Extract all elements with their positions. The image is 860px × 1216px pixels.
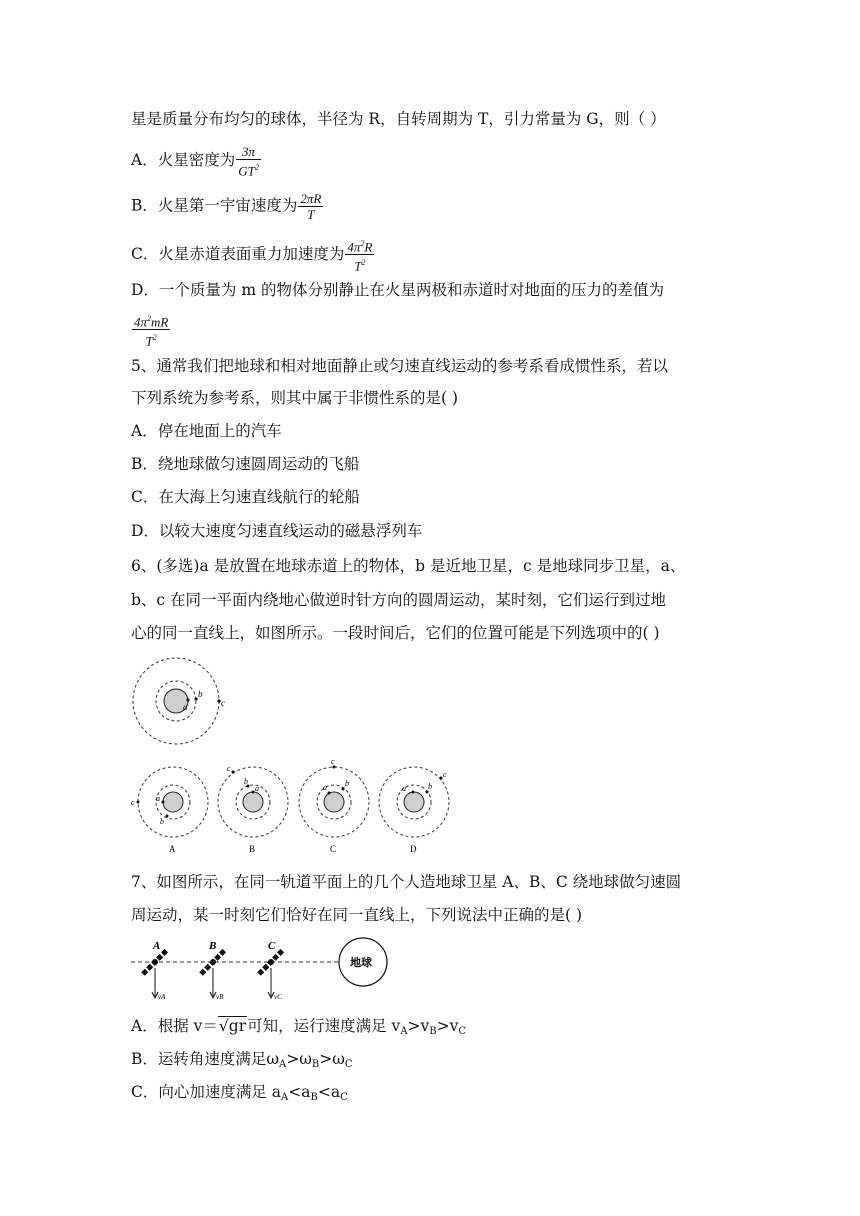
q7-stem-line2: 周运动，某一时刻它们恰好在同一直线上，下列说法中正确的是( ) [131,906,583,924]
q4-option-a-fraction [236,144,261,178]
option-label-a: A [169,844,176,854]
label-b: b [198,689,203,699]
fraction-numerator: 3π [236,144,261,160]
svg-text:vB: vB [216,993,224,1001]
satellite-c-icon [259,940,283,1001]
q5-stem-line2: 下列系统为参考系，则其中属于非惯性系的是( ) [131,389,459,407]
label-c: c [221,698,225,708]
q4-option-c-text: C．火星赤道表面重力加速度为 [131,244,345,263]
label-a: a [183,702,188,712]
earth-label: 地球 [350,957,372,969]
q4-option-c [131,236,375,274]
svg-text:A: A [153,940,161,952]
svg-text:B: B [209,940,217,952]
q6-main-figure [131,655,231,747]
svg-text:b: b [428,782,432,791]
svg-text:a: a [156,794,160,803]
q6-option-figures [131,758,471,854]
q6-figure-option-d [379,767,449,854]
q4-option-d-fraction [132,311,170,349]
q6-stem-line1: 6、(多选)a 是放置在地球赤道上的物体，b 是近地卫星，c 是地球同步卫星，a、 [131,557,686,575]
q4-option-d: D．一个质量为 m 的物体分别静止在火星两极和赤道时对地面的压力的差值为 [131,281,664,299]
option-label-c: C [330,844,337,854]
q4-option-b-text: B．火星第一宇宙速度为 [131,196,298,215]
sqrt-expression: √gr [218,1017,247,1035]
svg-text:c: c [443,770,447,779]
q5-option-a: A．停在地面上的汽车 [131,422,282,440]
option-label-d: D [410,844,417,854]
q5-option-d: D．以较大速度匀速直线运动的磁悬浮列车 [131,522,423,540]
q4-option-a [131,144,262,178]
svg-text:vC: vC [274,993,282,1001]
q6-figure-option-a [131,767,208,854]
svg-text:a: a [323,783,327,792]
q5-stem-line1: 5、通常我们把地球和相对地面静止或匀速直线运动的参考系看成惯性系，若以 [131,357,668,375]
q6-stem-line2: b、c 在同一平面内绕地心做逆时针方向的圆周运动，某时刻，它们运行到过地 [131,591,667,609]
q4-option-a-text: A．火星密度为 [131,151,236,170]
q5-option-c: C．在大海上匀速直线航行的轮船 [131,488,360,506]
option-label-b: B [249,844,256,854]
svg-text:C: C [268,940,276,952]
q7-option-b: B．运转角速度满足$\omega_A>\omega_B>\omega_C$ [131,1050,353,1070]
svg-text:b: b [345,779,349,788]
q7-stem-line1: 7、如图所示，在同一轨道平面上的几个人造地球卫星 A、B、C 绕地球做匀速圆 [131,873,682,891]
q5-option-b: B．绕地球做匀速圆周运动的飞船 [131,455,360,473]
q4-option-d-answer [131,311,171,349]
svg-text:c: c [331,757,335,766]
q4-option-b [131,191,324,222]
q6-figure-option-c [299,757,369,854]
fraction-numerator: 2πR [300,191,322,206]
q4-option-c-fraction [345,236,374,274]
svg-text:a: a [255,784,259,793]
fraction-denominator: $GT^2$ [238,163,259,179]
q4-stem-tail: 星是质量分布均匀的球体，半径为 R，自转周期为 T，引力常量为 G，则（ ） [131,110,666,128]
fraction-denominator: $T^2$ [354,258,366,274]
svg-text:a: a [402,784,406,793]
svg-text:b: b [244,777,248,786]
svg-text:vA: vA [158,993,166,1001]
q7-option-a: A．根据 v＝√gr可知，运行速度满足 $v_A>v_B>v_C$ [131,1017,467,1037]
q6-figure-option-b [218,764,288,854]
svg-text:c: c [131,798,135,807]
fraction-numerator: $4\pi^2R$ [345,236,374,255]
q4-option-b-fraction [298,191,323,222]
fraction-denominator: $T^2$ [145,333,157,349]
q6-stem-line3: 心的同一直线上，如图所示。一段时间后，它们的位置可能是下列选项中的( ) [131,624,660,642]
satellite-b-icon [201,940,225,1001]
svg-text:b: b [160,817,164,826]
fraction-numerator: $4\pi^2mR$ [132,311,170,330]
satellite-a-icon [143,940,167,1001]
q7-satellite-figure [131,938,401,1002]
svg-text:c: c [227,764,231,773]
q7-option-c: C．向心加速度满足 $a_A<a_B<a_C$ [131,1083,348,1103]
fraction-denominator: T [307,207,315,222]
